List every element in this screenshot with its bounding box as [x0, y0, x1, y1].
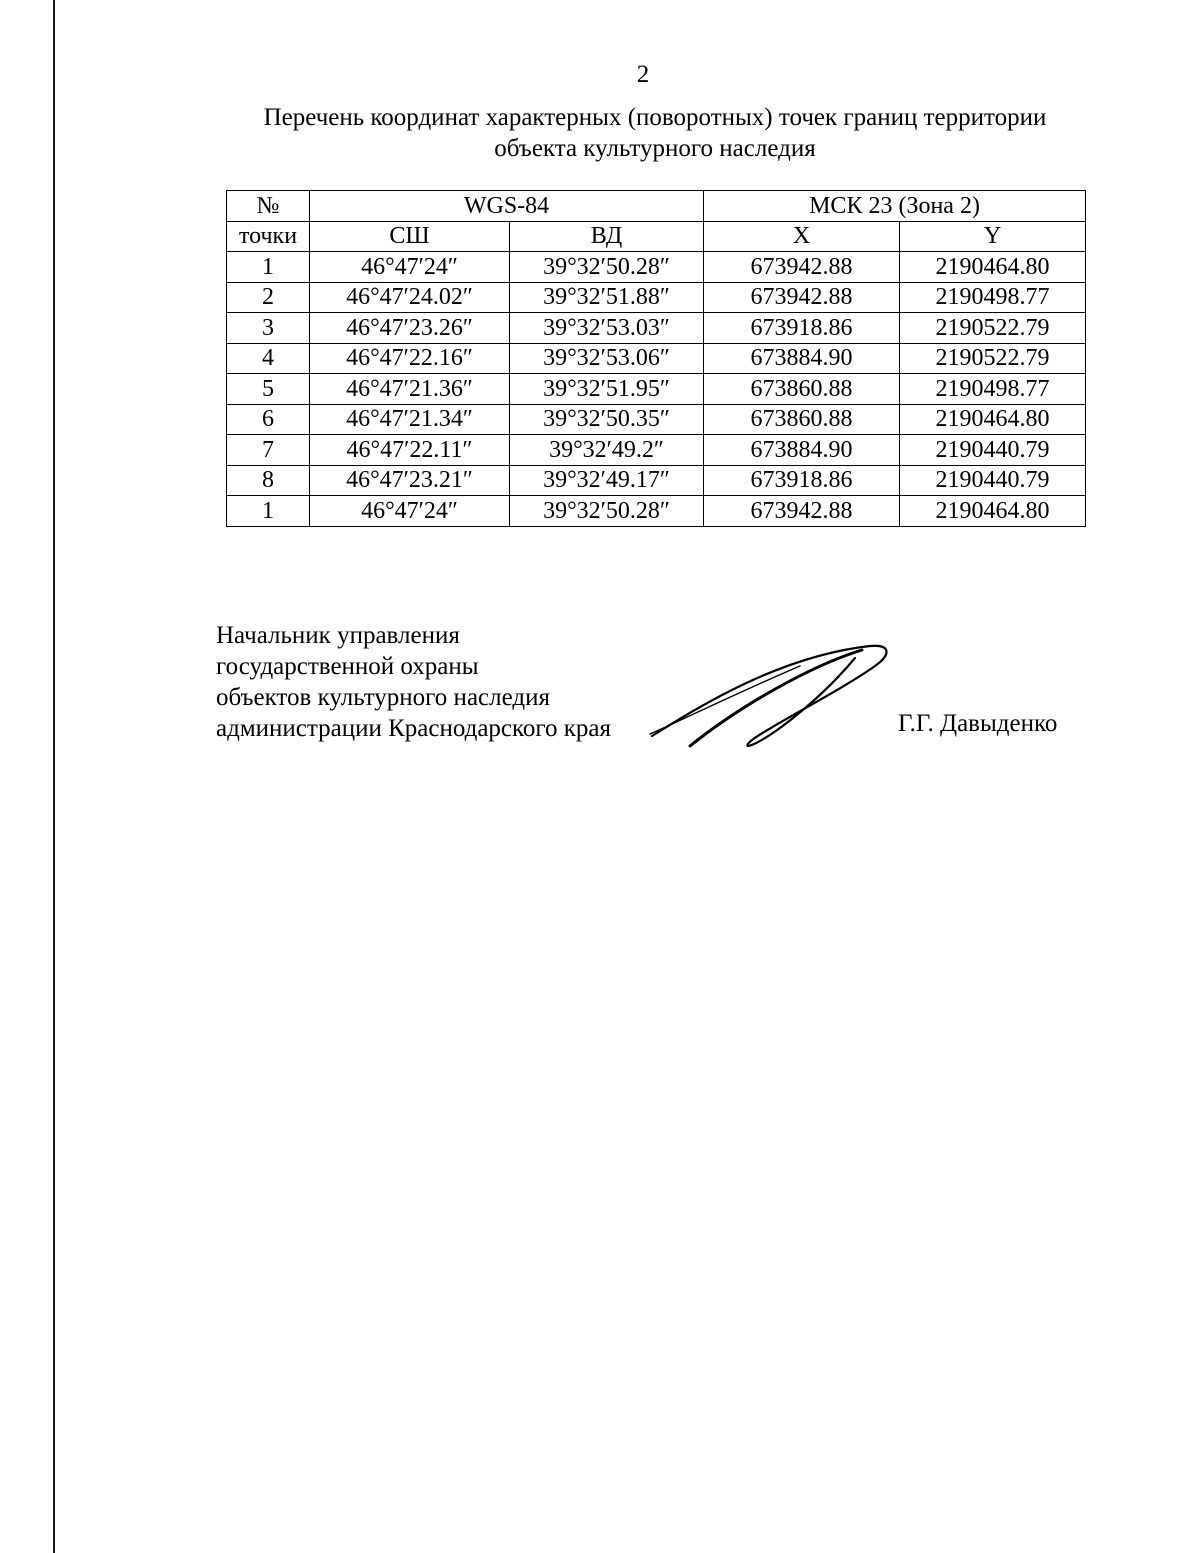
cell-y: 2190498.77	[900, 282, 1086, 313]
document-title	[226, 102, 1084, 164]
header-longitude: ВД	[510, 221, 704, 252]
table-row	[227, 343, 1086, 374]
document-title-line-1: Перечень координат характерных (поворотных) точек границ территории	[263, 104, 1047, 131]
cell-latitude: 46°47′21.34″	[310, 404, 510, 435]
cell-y: 2190464.80	[900, 496, 1086, 527]
signatory-position-line-2: государственной охраны	[216, 653, 479, 680]
cell-point-number: 5	[227, 374, 310, 405]
table-row	[227, 252, 1086, 283]
handwritten-signature	[640, 636, 900, 756]
cell-latitude: 46°47′23.21″	[310, 465, 510, 496]
table-row	[227, 496, 1086, 527]
header-x: X	[704, 221, 900, 252]
cell-point-number: 7	[227, 435, 310, 466]
cell-longitude: 39°32′50.28″	[510, 252, 704, 283]
cell-point-number: 2	[227, 282, 310, 313]
cell-y: 2190522.79	[900, 343, 1086, 374]
cell-y: 2190464.80	[900, 252, 1086, 283]
cell-longitude: 39°32′50.28″	[510, 496, 704, 527]
cell-x: 673884.90	[704, 343, 900, 374]
cell-y: 2190464.80	[900, 404, 1086, 435]
cell-x: 673860.88	[704, 374, 900, 405]
cell-x: 673884.90	[704, 435, 900, 466]
cell-point-number: 1	[227, 496, 310, 527]
cell-y: 2190440.79	[900, 435, 1086, 466]
cell-point-number: 3	[227, 313, 310, 344]
coordinates-table	[226, 190, 1086, 527]
cell-latitude: 46°47′24″	[310, 252, 510, 283]
table-row	[227, 282, 1086, 313]
cell-latitude: 46°47′24″	[310, 496, 510, 527]
cell-longitude: 39°32′50.35″	[510, 404, 704, 435]
coordinates-table-header	[227, 191, 1086, 252]
table-row	[227, 313, 1086, 344]
signatory-name: Г.Г. Давыденко	[898, 710, 1058, 737]
table-row	[227, 374, 1086, 405]
cell-y: 2190440.79	[900, 465, 1086, 496]
table-row	[227, 404, 1086, 435]
cell-longitude: 39°32′51.95″	[510, 374, 704, 405]
page-number: 2	[636, 61, 650, 88]
cell-point-number: 6	[227, 404, 310, 435]
cell-longitude: 39°32′49.2″	[510, 435, 704, 466]
signatory-position-line-3: объектов культурного наследия	[216, 684, 550, 711]
cell-latitude: 46°47′24.02″	[310, 282, 510, 313]
cell-latitude: 46°47′22.16″	[310, 343, 510, 374]
cell-x: 673860.88	[704, 404, 900, 435]
signatory-position-line-1: Начальник управления	[216, 622, 460, 649]
table-row	[227, 465, 1086, 496]
header-latitude: СШ	[310, 221, 510, 252]
cell-x: 673942.88	[704, 252, 900, 283]
cell-y: 2190498.77	[900, 374, 1086, 405]
cell-point-number: 4	[227, 343, 310, 374]
cell-latitude: 46°47′21.36″	[310, 374, 510, 405]
cell-latitude: 46°47′23.26″	[310, 313, 510, 344]
cell-y: 2190522.79	[900, 313, 1086, 344]
header-point-number-symbol: №	[227, 191, 310, 222]
cell-longitude: 39°32′51.88″	[510, 282, 704, 313]
signatory-position-line-4: администрации Краснодарского края	[216, 715, 612, 742]
document-title-line-2: объекта культурного наследия	[494, 135, 816, 162]
cell-longitude: 39°32′53.03″	[510, 313, 704, 344]
coordinates-table-body	[227, 252, 1086, 527]
cell-point-number: 8	[227, 465, 310, 496]
header-wgs84-group: WGS-84	[310, 191, 704, 222]
cell-x: 673918.86	[704, 313, 900, 344]
header-y: Y	[900, 221, 1086, 252]
table-row	[227, 435, 1086, 466]
cell-longitude: 39°32′49.17″	[510, 465, 704, 496]
cell-x: 673918.86	[704, 465, 900, 496]
signatory-position	[216, 620, 611, 744]
cell-point-number: 1	[227, 252, 310, 283]
cell-x: 673942.88	[704, 282, 900, 313]
scan-edge-line	[53, 0, 55, 1553]
cell-x: 673942.88	[704, 496, 900, 527]
header-point-number-label: точки	[227, 221, 310, 252]
cell-longitude: 39°32′53.06″	[510, 343, 704, 374]
cell-latitude: 46°47′22.11″	[310, 435, 510, 466]
header-msk23-group: МСК 23 (Зона 2)	[704, 191, 1086, 222]
